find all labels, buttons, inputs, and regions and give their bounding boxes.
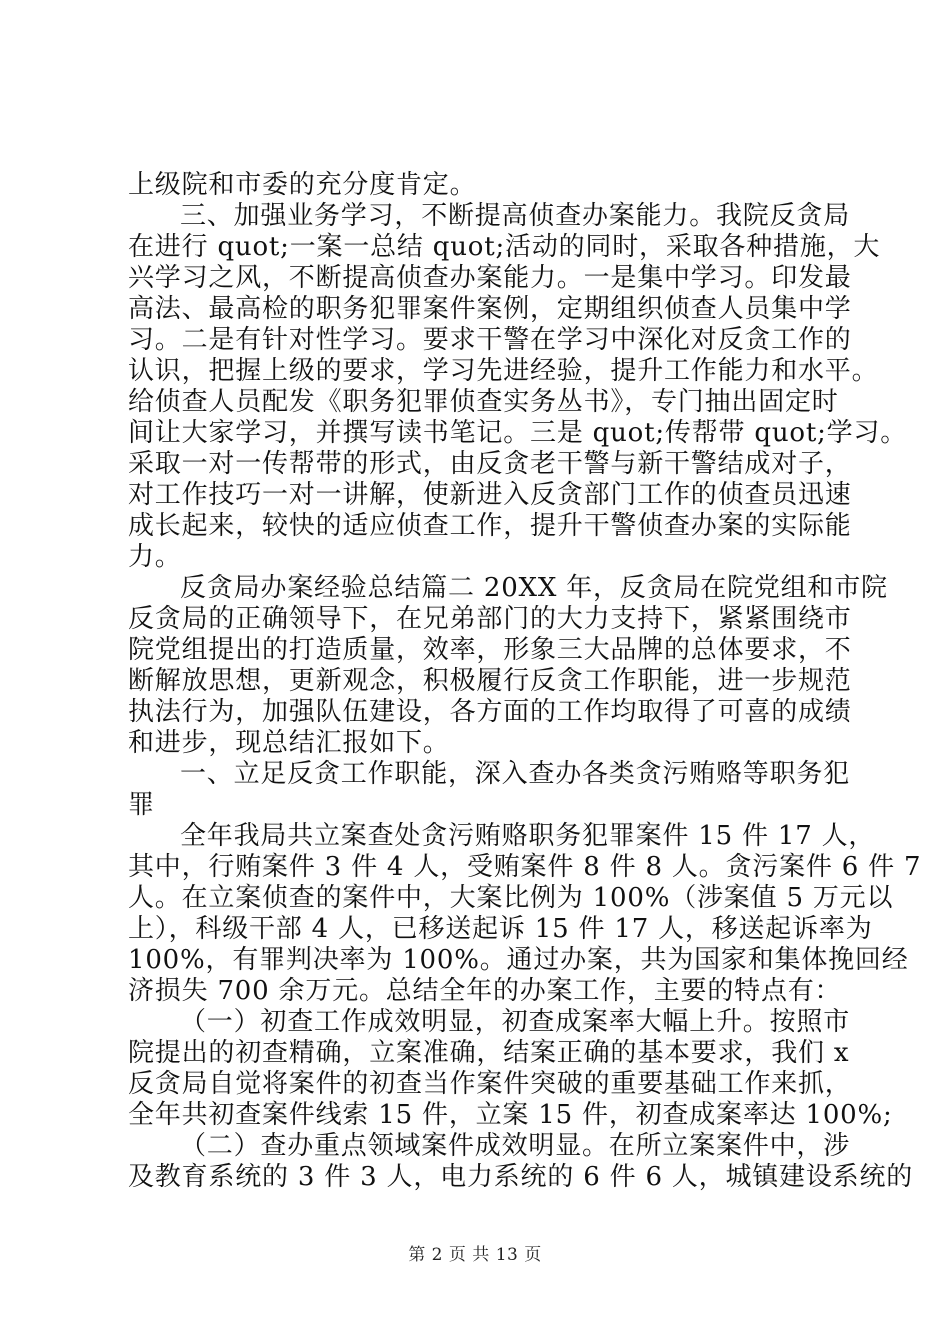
text-line: 其中，行贿案件 3 件 4 人，受贿案件 8 件 8 人。贪污案件 6 件 7 — [128, 852, 922, 882]
text-line: 全年我局共立案查处贪污贿赂职务犯罪案件 15 件 17 人， — [180, 821, 876, 851]
text-line: 反贪局的正确领导下，在兄弟部门的大力支持下，紧紧围绕市 — [128, 604, 852, 634]
text-line: （一）初查工作成效明显，初查成案率大幅上升。按照市 — [180, 1007, 851, 1037]
text-line: 间让大家学习，并撰写读书笔记。三是 quot;传帮带 quot;学习。 — [128, 418, 908, 448]
text-line: 院提出的初查精确，立案准确，结案正确的基本要求，我们 x — [128, 1038, 850, 1068]
text-line: 人。在立案侦查的案件中，大案比例为 100%（涉案值 5 万元以 — [128, 883, 894, 913]
text-line: 给侦查人员配发《职务犯罪侦查实务丛书》，专门抽出固定时 — [128, 387, 839, 417]
text-line: 上级院和市委的充分度肯定。 — [128, 170, 477, 200]
text-line: 反贪局自觉将案件的初查当作案件突破的重要基础工作来抓， — [128, 1069, 852, 1099]
text-line: 力。 — [128, 542, 182, 572]
text-line: 兴学习之风，不断提高侦查办案能力。一是集中学习。印发最 — [128, 263, 852, 293]
text-line: 三、加强业务学习，不断提高侦查办案能力。我院反贪局 — [180, 201, 851, 231]
text-line: 上），科级干部 4 人，已移送起诉 15 件 17 人，移送起诉率为 — [128, 914, 873, 944]
text-line: 执法行为，加强队伍建设，各方面的工作均取得了可喜的成绩 — [128, 697, 852, 727]
text-line: 断解放思想，更新观念，积极履行反贪工作职能，进一步规范 — [128, 666, 852, 696]
text-line: 院党组提出的打造质量，效率，形象三大品牌的总体要求，不 — [128, 635, 852, 665]
text-line: 100%，有罪判决率为 100%。通过办案，共为国家和集体挽回经 — [128, 945, 909, 975]
text-line: 全年共初查案件线索 15 件，立案 15 件，初查成案率达 100%; — [128, 1100, 893, 1130]
text-line: 成长起来，较快的适应侦查工作，提升干警侦查办案的实际能 — [128, 511, 852, 541]
text-line: 认识，把握上级的要求，学习先进经验，提升工作能力和水平。 — [128, 356, 879, 386]
text-line: 在进行 quot;一案一总结 quot;活动的同时，采取各种措施，大 — [128, 232, 881, 262]
text-line: 济损失 700 余万元。总结全年的办案工作，主要的特点有： — [128, 976, 842, 1006]
text-line: 对工作技巧一对一讲解，使新进入反贪部门工作的侦查员迅速 — [128, 480, 852, 510]
text-line: 及教育系统的 3 件 3 人，电力系统的 6 件 6 人，城镇建设系统的 — [128, 1162, 914, 1192]
text-line: （二）查办重点领域案件成效明显。在所立案案件中，涉 — [180, 1131, 851, 1161]
section-heading: 一、立足反贪工作职能，深入查办各类贪污贿赂等职务犯 — [180, 759, 851, 789]
section-heading: 罪 — [128, 790, 155, 820]
text-line: 和进步，现总结汇报如下。 — [128, 728, 450, 758]
text-line: 高法、最高检的职务犯罪案件案例，定期组织侦查人员集中学 — [128, 294, 852, 324]
page-number-footer: 第 2 页 共 13 页 — [408, 1245, 542, 1265]
text-line: 习。二是有针对性学习。要求干警在学习中深化对反贪工作的 — [128, 325, 852, 355]
text-line: 采取一对一传帮带的形式，由反贪老干警与新干警结成对子， — [128, 449, 852, 479]
text-line: 反贪局办案经验总结篇二 20XX 年，反贪局在院党组和市院 — [180, 573, 888, 603]
